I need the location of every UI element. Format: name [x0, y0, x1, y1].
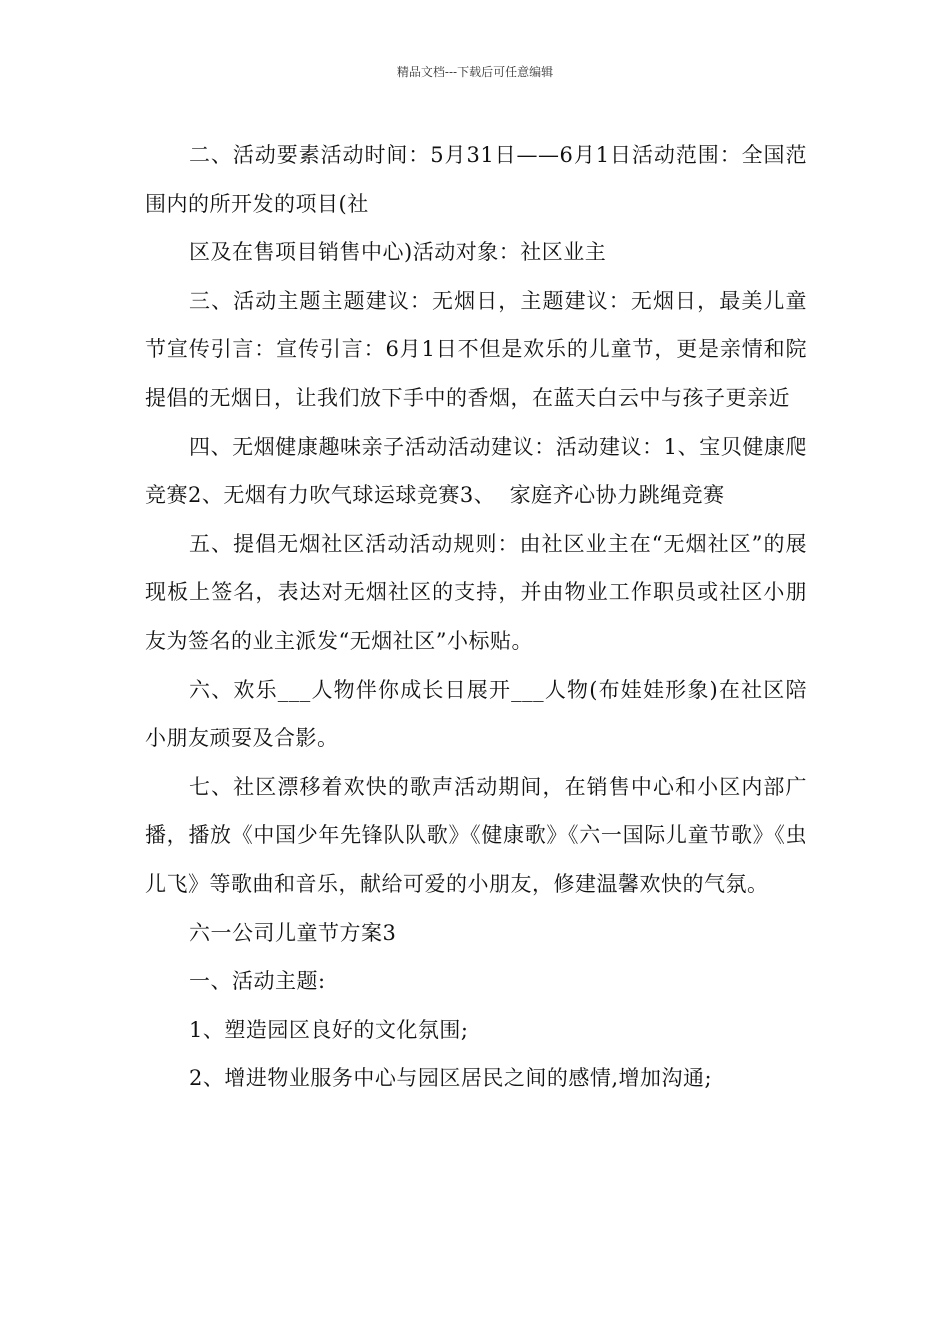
paragraph-activity-elements: 二、活动要素活动时间：5月31日——6月1日活动范围：全国范围内的所开发的项目(社 [145, 143, 807, 216]
paragraph-character-day: 六、欢乐___人物伴你成长日展开___人物(布娃娃形象)在社区陪小朋友顽耍及合影。 [145, 677, 807, 751]
paragraph-activity-scope: 区及在售项目销售中心)活动对象：社区业主 [189, 240, 607, 265]
section-heading-activity-theme: 一、活动主题: [189, 969, 326, 994]
section-heading-plan-3: 六一公司儿童节方案3 [189, 920, 397, 945]
list-item-culture: 1、塑造园区良好的文化氛围; [189, 1017, 469, 1042]
document-body [145, 131, 807, 1103]
list-item-communication: 2、增进物业服务中心与园区居民之间的感情,增加沟通; [189, 1066, 713, 1091]
paragraph-community-songs: 七、社区漂移着欢快的歌声活动期间，在销售中心和小区内部广播，播放《中国少年先锋队队歌》《健康歌》《六一国际儿童节歌》《虫儿飞》等歌曲和音乐，献给可爱的小朋友，修建温馨欢快的气氛。 [145, 774, 807, 896]
paragraph-activity-theme: 三、活动主题主题建议：无烟日，主题建议：无烟日，最美儿童节宣传引言：宣传引言：6月1日不但是欢乐的儿童节，更是亲情和院提倡的无烟日，让我们放下手中的香烟，在蓝天白云中与孩子更亲近 [145, 288, 807, 410]
page-header: 精品文档---下载后可任意编辑 [396, 65, 554, 79]
paragraph-parent-child-activities: 四、无烟健康趣味亲子活动活动建议：活动建议：1、宝贝健康爬竞赛2、无烟有力吹气球运球竞赛3、 家庭齐心协力跳绳竞赛 [145, 434, 807, 508]
paragraph-smoke-free-community: 五、提倡无烟社区活动活动规则：由社区业主在“无烟社区”的展现板上签名，表达对无烟社区的支持，并由物业工作职员或社区小朋友为签名的业主派发“无烟社区”小标贴。 [145, 531, 807, 653]
